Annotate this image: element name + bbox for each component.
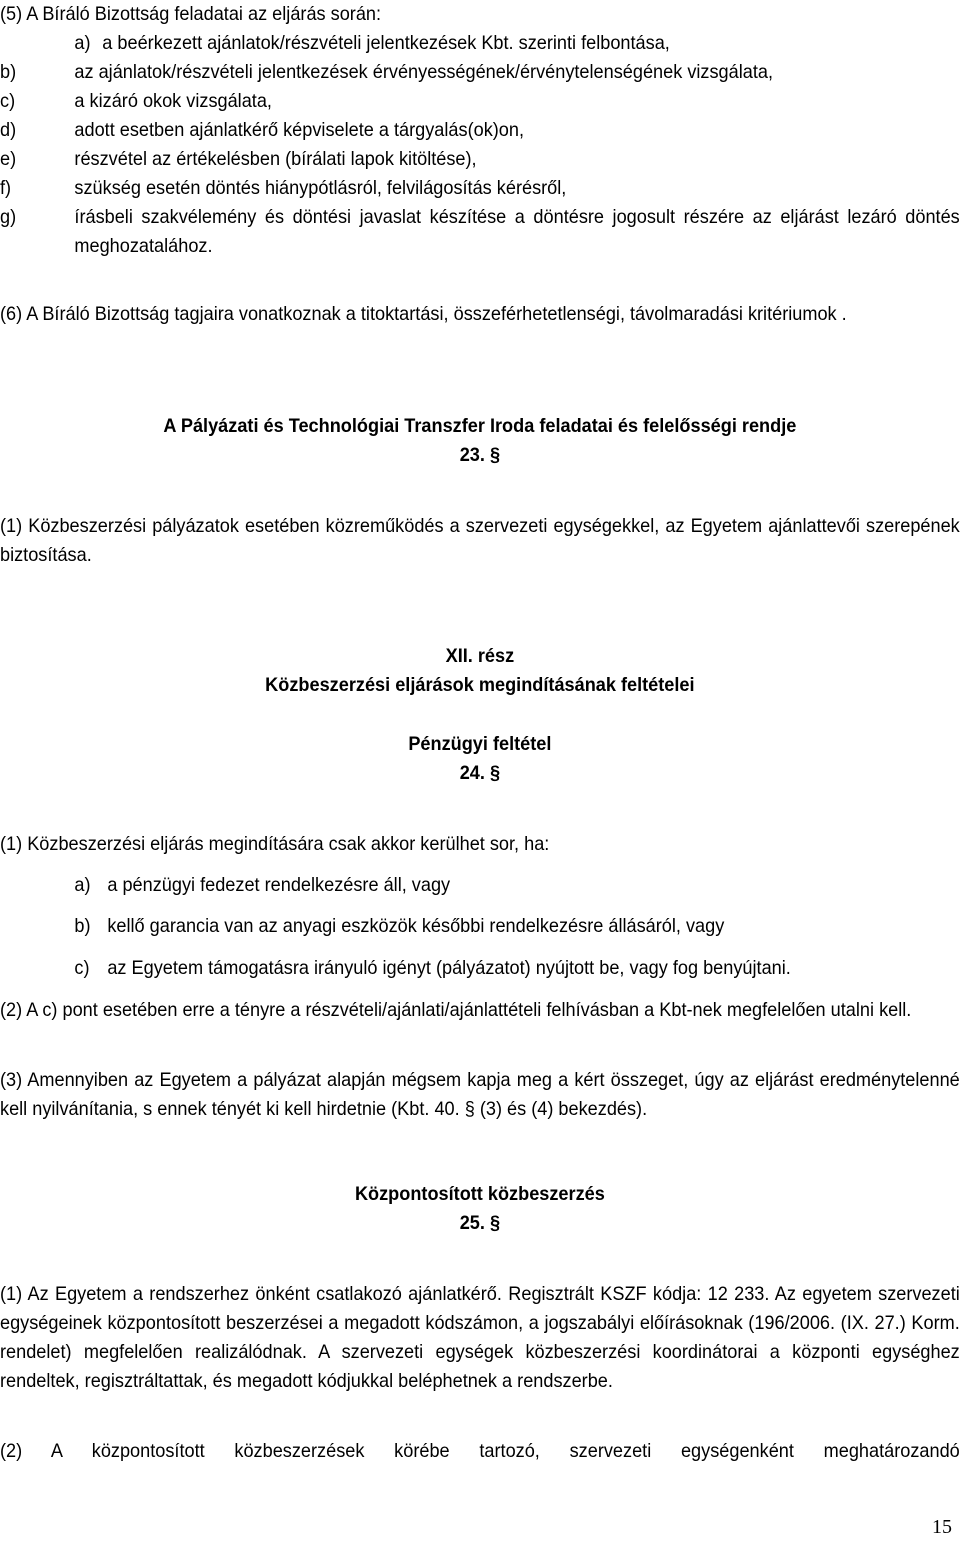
heading-penzugyi: Pénzügyi feltétel: [408, 733, 552, 755]
part-12-number: XII. rész: [445, 645, 515, 667]
list-item: b) az ajánlatok/részvételi jelentkezések érvényességének/érvénytelenségének vizsgálata,: [0, 61, 774, 83]
list-item: c) az Egyetem támogatásra irányuló igényt (pályázatot) nyújtott be, vagy fog benyújtani.: [74, 957, 791, 979]
heading-iroda: A Pályázati és Technológiai Transzfer Iroda feladatai és felelősségi rendje: [163, 415, 797, 437]
paragraph-23-1: (1) Közbeszerzési pályázatok esetében közreműködés a szervezeti egységekkel, az Egyetem ajánlattevői szerepének biztosítása.: [0, 515, 960, 566]
paragraph-25-2: (2) A központosított közbeszerzések körébe tartozó, szervezeti egységenként meghatározandó: [0, 1440, 960, 1462]
section-25-number: 25. §: [459, 1212, 501, 1234]
heading-kozpont: Központosított közbeszerzés: [354, 1183, 605, 1205]
list-item: d) adott esetben ajánlatkérő képviselete a tárgyalás(ok)on,: [0, 119, 525, 141]
list-item: b) kellő garancia van az anyagi eszközök későbbi rendelkezésre állásáról, vagy: [74, 915, 725, 937]
section-5-list: [0, 58, 960, 261]
section-5: [0, 0, 960, 58]
paragraph-25-1: (1) Az Egyetem a rendszerhez önként csatlakozó ajánlatkérő. Regisztrált KSZF kódja: 12 233. Az egyetem szervezeti egységeinek központosított beszerzései a megadott kódszámon, a jogszabályi előírásoknak (196/2006. (IX. 27.) Korm. rendelet) megfelelően realizálódnak. A szervezeti egységek közbeszerzési koordinátorai a központi egységhez rendeltek, regisztráltattak, és megadott kódjukkal beléphetnek a rendszerbe.: [0, 1283, 960, 1392]
section-24-number: 24. §: [459, 762, 501, 784]
list-item: a) a pénzügyi fedezet rendelkezésre áll, vagy: [74, 874, 451, 896]
paragraph-24-2: (2) A c) pont esetében erre a tényre a részvételi/ajánlati/ajánlattételi felhívásban a Kbt-nek megfelelően utalni kell.: [0, 999, 912, 1021]
page-number: 15: [932, 1516, 952, 1538]
part-12-title: Közbeszerzési eljárások megindításának feltételei: [265, 674, 695, 696]
section-6: (6) A Bíráló Bizottság tagjaira vonatkoznak a titoktartási, összeférhetetlenségi, távolmaradási kritériumok .: [0, 303, 847, 325]
list-item: f) szükség esetén döntés hiánypótlásról, felvilágosítás kérésről,: [0, 177, 567, 199]
section-5-title: (5) A Bíráló Bizottság feladatai az eljárás során:: [0, 3, 382, 25]
list-item: g) írásbeli szakvélemény és döntési javaslat készítése a döntésre jogosult részére az eljárást lezáró döntés meghozatalához.: [0, 206, 960, 257]
list-item: c) a kizáró okok vizsgálata,: [0, 90, 272, 112]
paragraph-24-3: (3) Amennyiben az Egyetem a pályázat alapján mégsem kapja meg a kért összeget, úgy az eljárást eredménytelenné kell nyilvánítania, s ennek tényét ki kell hirdetnie (Kbt. 40. § (3) és (4) bekezdés).: [0, 1069, 960, 1120]
paragraph-24-1: (1) Közbeszerzési eljárás megindítására csak akkor kerülhet sor, ha:: [0, 833, 550, 855]
list-item: e) részvétel az értékelésben (bírálati lapok kitöltése),: [0, 148, 477, 170]
section-23-number: 23. §: [459, 444, 501, 466]
list-item: a) a beérkezett ajánlatok/részvételi jelentkezések Kbt. szerinti felbontása,: [74, 32, 670, 54]
